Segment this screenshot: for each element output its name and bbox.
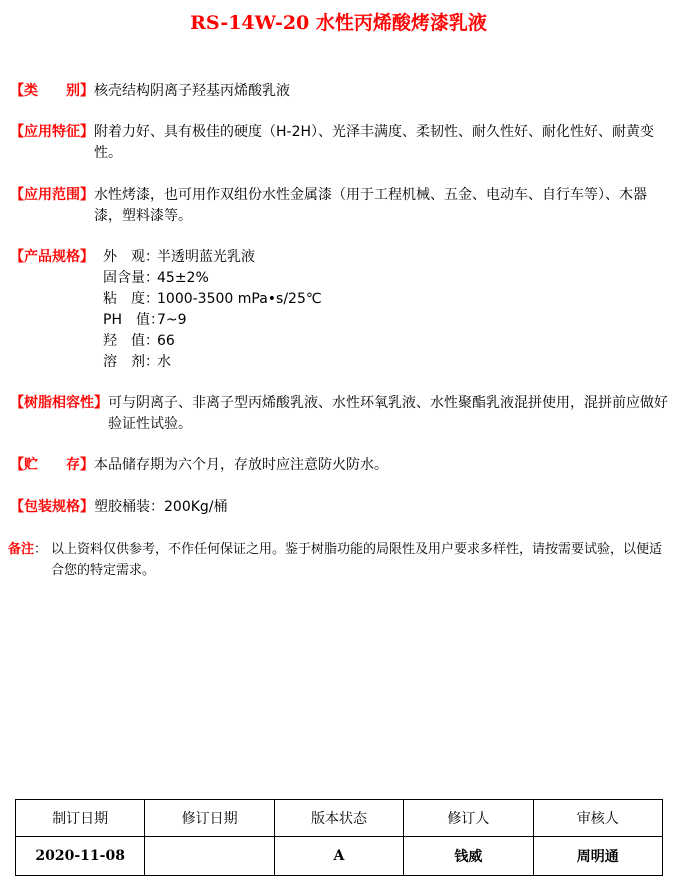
value-cell-revision-date [145, 837, 274, 876]
spec-key: PH 值： [103, 312, 164, 328]
scope-text: 水性烤漆，也可用作双组份水性金属漆（用于工程机械、五金、电动车、自行车等）、木器漆，塑料漆等。 [94, 187, 647, 224]
storage-text: 本品储存期为六个月，存放时应注意防火防水。 [94, 457, 388, 473]
spec-value: 45±2% [157, 270, 209, 286]
storage-section [10, 455, 670, 476]
compat-section [10, 393, 670, 435]
revision-value-row [16, 837, 663, 876]
value-cell-version: A [274, 837, 403, 876]
header-cell: 版本状态 [274, 800, 403, 837]
value-cell-date: 2020-11-08 [16, 837, 145, 876]
spec-value: 半透明蓝光乳液 [157, 249, 255, 265]
spec-key: 固含量： [103, 270, 159, 286]
category-section [10, 81, 670, 102]
packaging-text: 塑胶桶装：200Kg/桶 [94, 499, 228, 515]
packaging-section [10, 497, 670, 518]
spec-row [103, 247, 322, 268]
note-label: 备注 [8, 542, 35, 557]
spec-row [103, 268, 322, 289]
spec-key: 粘 度： [103, 291, 159, 307]
spec-key: 外 观： [103, 249, 159, 265]
category-label: 【类 别】 [10, 83, 94, 99]
packaging-label: 【包装规格】 [10, 499, 94, 515]
compat-text: 可与阴离子、非离子型丙烯酸乳液、水性环氧乳液、水性聚酯乳液混拼使用，混拼前应做好验证性试验。 [108, 395, 668, 432]
spec-key: 羟 值： [103, 333, 159, 349]
spec-value: 水 [157, 354, 171, 370]
header-cell: 修订人 [404, 800, 533, 837]
scope-label: 【应用范围】 [10, 187, 94, 203]
header-cell: 修订日期 [145, 800, 274, 837]
spec-value: 66 [157, 333, 175, 349]
specs-label: 【产品规格】 [10, 249, 94, 265]
spec-row [103, 310, 322, 331]
revision-table [15, 799, 663, 876]
category-text: 核壳结构阴离子羟基丙烯酸乳液 [94, 83, 290, 99]
document-title: RS-14W-20 水性丙烯酸烤漆乳液 [190, 12, 487, 34]
compat-label: 【树脂相容性】 [10, 395, 108, 411]
spec-value: 7~9 [157, 312, 187, 328]
note-section [8, 539, 668, 581]
features-section [10, 122, 670, 164]
revision-header-row [16, 800, 663, 837]
features-text: 附着力好、具有极佳的硬度（H-2H）、光泽丰满度、柔韧性、耐久性好、耐化性好、耐黄变性。 [94, 124, 655, 161]
storage-label: 【贮 存】 [10, 457, 94, 473]
header-cell: 制订日期 [16, 800, 145, 837]
value-cell-reviewer: 周明通 [533, 837, 662, 876]
note-text: 以上资料仅供参考，不作任何保证之用。鉴于树脂功能的局限性及用户要求多样性，请按需要试验，以便适合您的特定需求。 [51, 542, 663, 578]
specs-list [103, 247, 322, 373]
header-cell: 审核人 [533, 800, 662, 837]
value-cell-reviser: 钱威 [404, 837, 533, 876]
spec-row [103, 352, 322, 373]
spec-row [103, 331, 322, 352]
features-label: 【应用特征】 [10, 124, 94, 140]
spec-row [103, 289, 322, 310]
scope-section [10, 185, 670, 227]
spec-value: 1000-3500 mPa•s/25℃ [157, 291, 322, 307]
note-label-wrap [8, 539, 47, 581]
spec-key: 溶 剂： [103, 354, 159, 370]
note-colon: ： [34, 542, 48, 557]
